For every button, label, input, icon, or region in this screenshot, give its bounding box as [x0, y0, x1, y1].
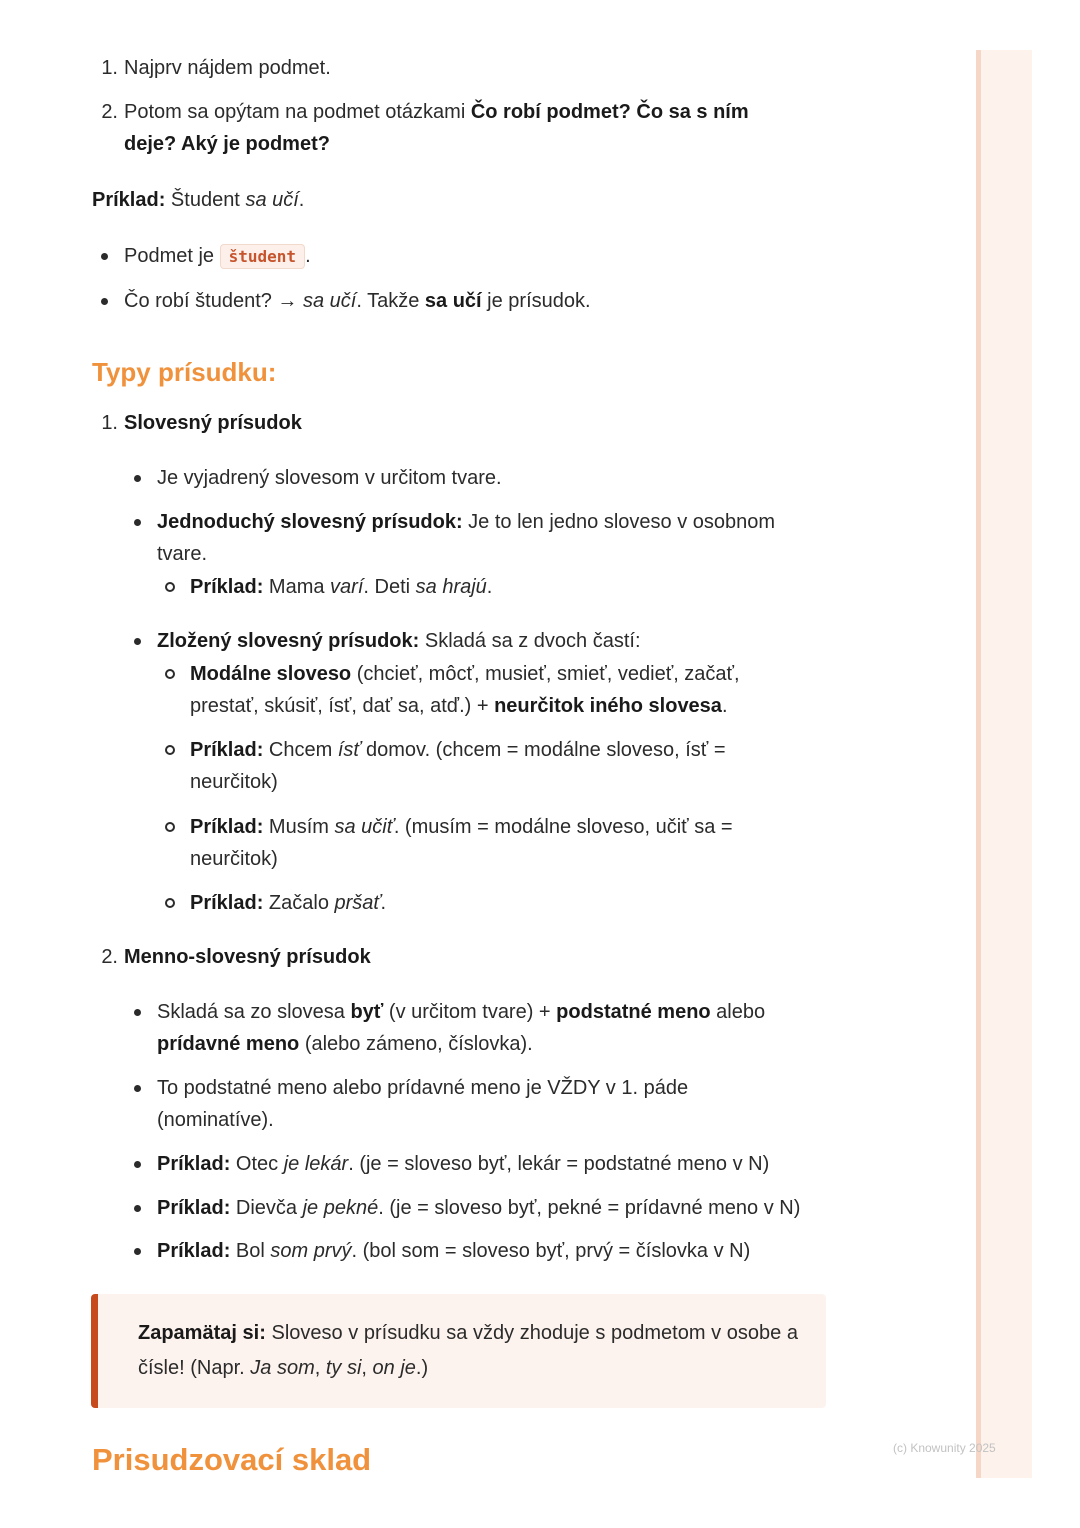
bullet-circle — [165, 898, 175, 908]
example-line: Príklad: Otec je lekár. (je = sloveso byť, lekár = podstatné meno v N) — [157, 1153, 770, 1175]
bullet-dot — [134, 475, 141, 482]
type-number: 2. — [101, 946, 118, 968]
example-line: Príklad: Dievča je pekné. (je = sloveso byť, pekné = prídavné meno v N) — [157, 1197, 801, 1219]
type-title-slovesny: Slovesný prísudok — [124, 412, 302, 434]
example-line: Príklad: Bol som prvý. (bol som = sloveso byť, prvý = číslovka v N) — [157, 1240, 751, 1262]
bullet-dot — [101, 253, 108, 260]
bullet-dot — [134, 1009, 141, 1016]
bullet-dot — [134, 1205, 141, 1212]
bullet-circle — [165, 669, 175, 679]
bullet-circle — [165, 822, 175, 832]
example-line: Príklad: Chcem ísť domov. (chcem = modálne sloveso, ísť = neurčitok) — [190, 739, 726, 793]
step-text: Potom sa opýtam na podmet otázkami Čo robí podmet? Čo sa s ním deje? Aký je podmet? — [124, 101, 749, 155]
bullet-text: Zložený slovesný prísudok: Skladá sa z dvoch častí: — [157, 630, 641, 652]
bullet-dot — [134, 1085, 141, 1092]
remember-note — [91, 1294, 826, 1408]
step-text: Najprv nájdem podmet. — [124, 57, 331, 79]
sub-bullet-text: Modálne sloveso (chcieť, môcť, musieť, smieť, vedieť, začať, prestať, skúsiť, ísť, dať sa, atď.) + neurčitok iného slovesa. — [190, 663, 740, 717]
bullet-circle — [165, 582, 175, 592]
step-number: 1. — [101, 57, 118, 79]
bullet-circle — [165, 745, 175, 755]
bullet-text: Jednoduchý slovesný prísudok: Je to len jedno sloveso v osobnom tvare. — [157, 511, 776, 565]
bullet-dot — [134, 1161, 141, 1168]
bullet-dot — [101, 298, 108, 305]
bullet-dot — [134, 519, 141, 526]
bullet-text: Skladá sa zo slovesa byť (v určitom tvare) + podstatné meno alebo prídavné meno (alebo zámeno, číslovka). — [157, 1001, 766, 1055]
type-number: 1. — [101, 412, 118, 434]
point-predicate: Čo robí študent? → sa učí. Takže sa učí je prísudok. — [124, 290, 591, 312]
section-heading-types: Typy prísudku: — [92, 357, 277, 387]
page-side-bar — [976, 50, 1032, 1478]
note-text: Zapamätaj si: Sloveso v prísudku sa vždy zhoduje s podmetom v osobe a čísle! (Napr. Ja som, ty si, on je.) — [138, 1322, 798, 1379]
bullet-text: To podstatné meno alebo prídavné meno je VŽDY v 1. páde (nominatíve). — [157, 1077, 689, 1131]
example-line: Príklad: Mama varí. Deti sa hrajú. — [190, 576, 493, 598]
copyright-footer: (c) Knowunity 2025 — [893, 1441, 996, 1455]
code-student: študent — [220, 244, 305, 269]
section-heading-prisudzovaci: Prisudzovací sklad — [92, 1442, 372, 1477]
example-line: Príklad: Začalo pršať. — [190, 892, 387, 914]
example-line: Príklad: Študent sa učí. — [92, 189, 305, 211]
point-subject: Podmet je študent . — [124, 245, 311, 267]
step-number: 2. — [101, 101, 118, 123]
bullet-text: Je vyjadrený slovesom v určitom tvare. — [157, 467, 502, 489]
example-line: Príklad: Musím sa učiť. (musím = modálne sloveso, učiť sa = neurčitok) — [190, 816, 733, 870]
type-title-menno: Menno-slovesný prísudok — [124, 946, 371, 968]
bullet-dot — [134, 638, 141, 645]
bullet-dot — [134, 1248, 141, 1255]
